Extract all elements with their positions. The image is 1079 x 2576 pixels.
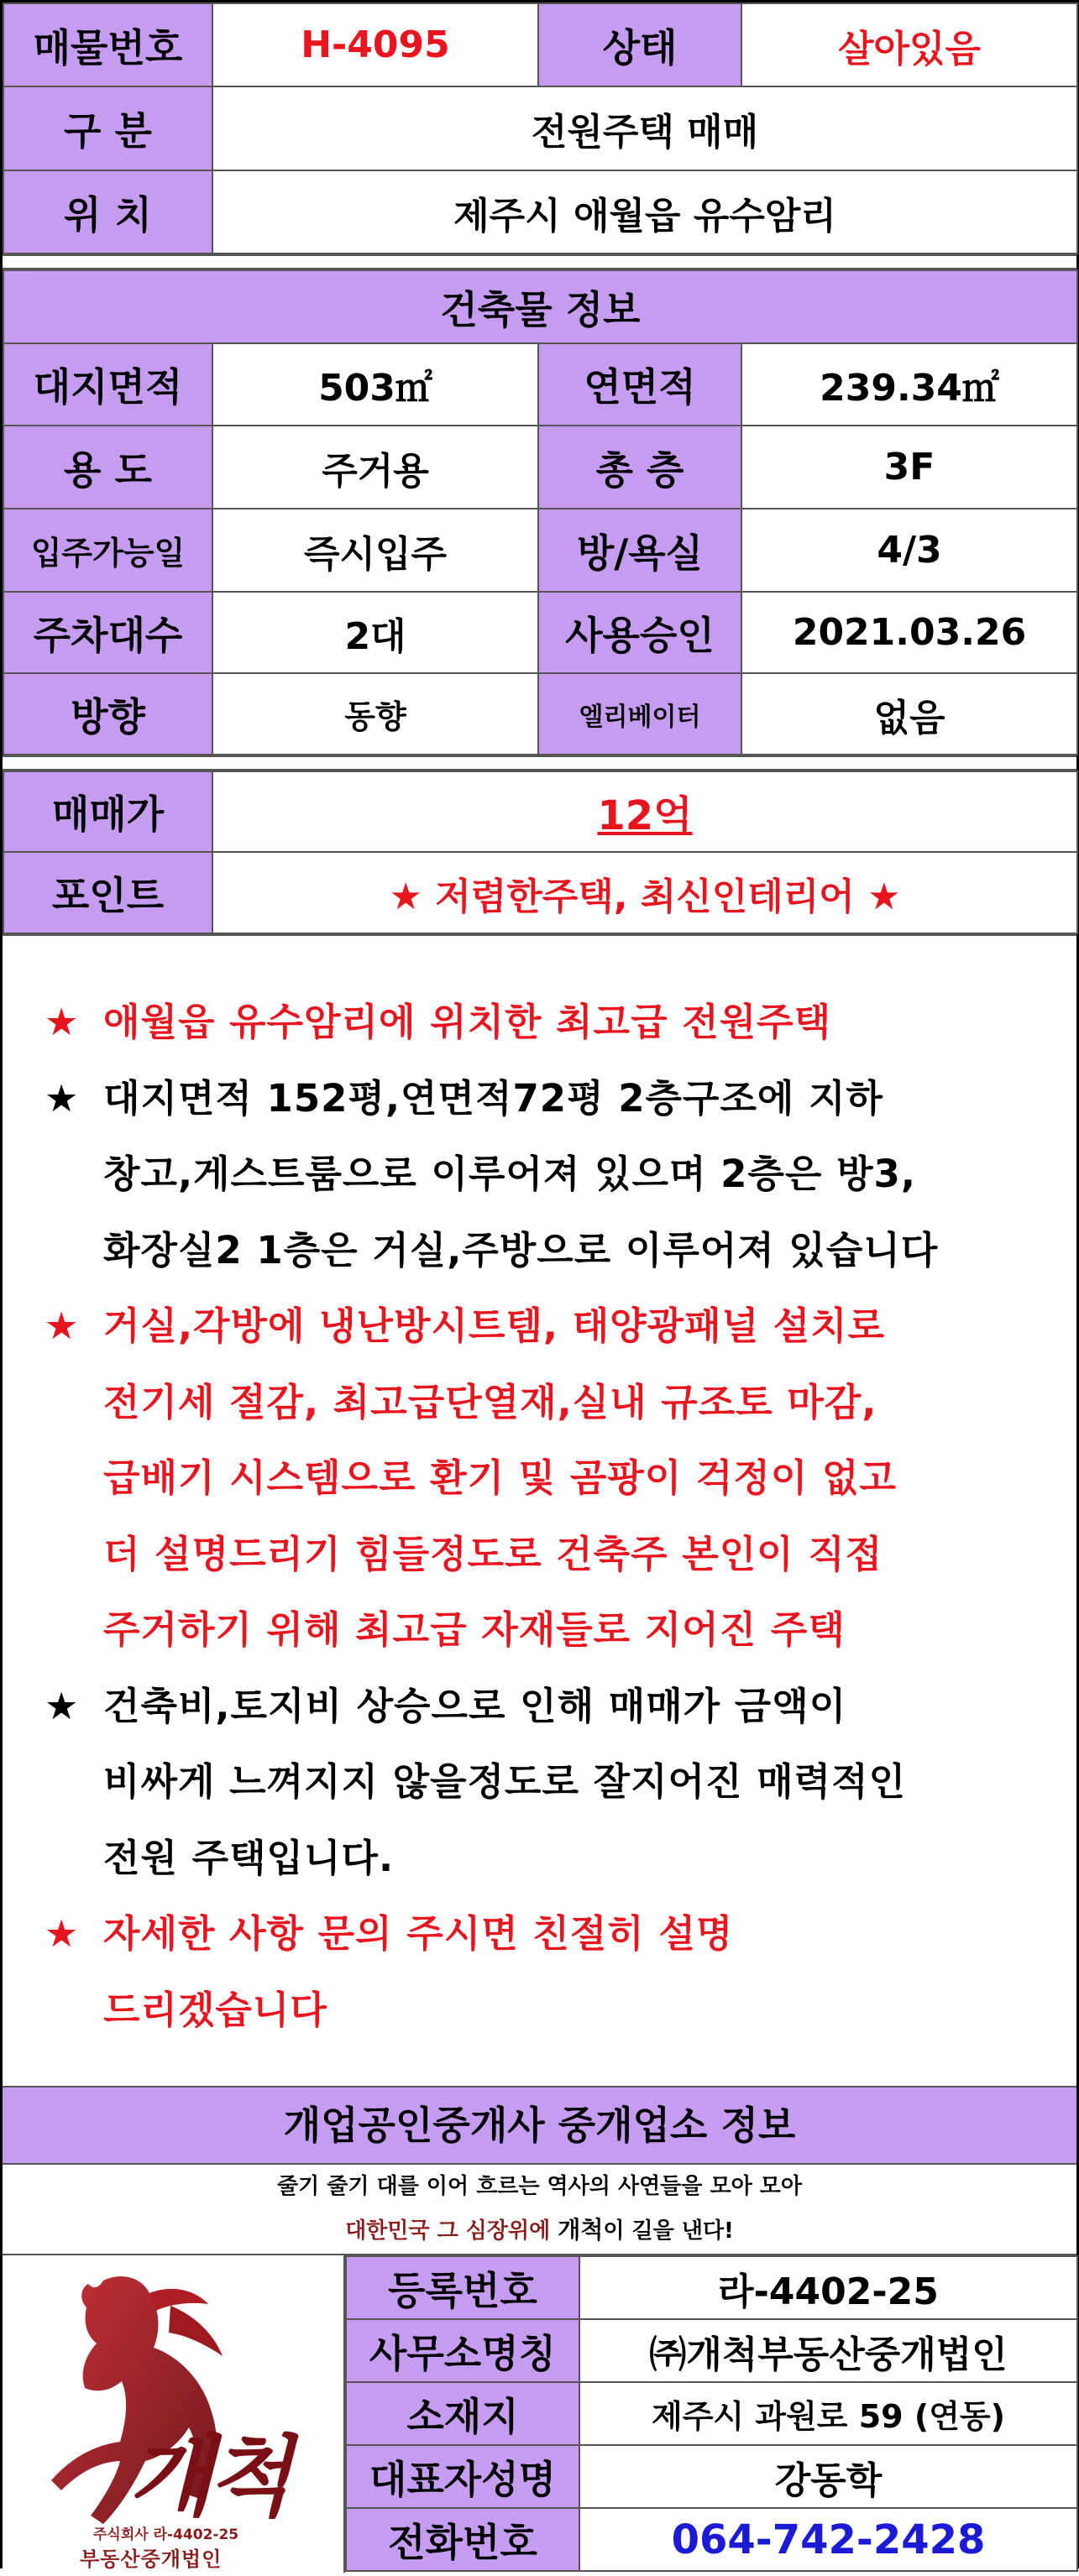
description-line [45, 1000, 832, 1044]
description-text: 화장실2 1층은 거실,주방으로 이루어져 있습니다 [103, 1228, 939, 1272]
description-line [103, 1988, 327, 2032]
category-label: 구 분 [3, 86, 212, 170]
description-text: 드리겠습니다 [103, 1988, 327, 2032]
elevator-label: 엘리베이터 [538, 673, 741, 755]
slogan-prefix: 대한민국 그 심장위에 [345, 2218, 558, 2244]
point-value: ★ 저렴한주택, 최신인테리어 ★ [212, 852, 1077, 933]
location-value: 제주시 애월읍 유수암리 [212, 170, 1077, 253]
price-table [3, 771, 1078, 934]
rep-value: 강동학 [579, 2445, 1077, 2508]
phone-value: 064-742-2428 [579, 2508, 1077, 2571]
description-text: 비싸게 느껴지지 않을정도로 잘지어진 매력적인 [103, 1759, 907, 1804]
rooms-label: 방/욕실 [538, 509, 741, 592]
description-text: 자세한 사항 문의 주시면 친절히 설명 [103, 1911, 734, 1956]
logo-wordmark: 개척 [128, 2425, 287, 2528]
description-line [103, 1455, 897, 1500]
star-icon: ★ [45, 1304, 80, 1348]
description-text: 더 설명드리기 힘들정도로 건축주 본인이 직접 [103, 1532, 883, 1576]
listing-no: H-4095 [212, 3, 538, 86]
description-text: 거실,각방에 냉난방시트템, 태양광패널 설치로 [103, 1304, 886, 1348]
agency-logo [3, 2255, 345, 2573]
description-line [45, 1304, 886, 1348]
star-icon: ★ [45, 1684, 80, 1728]
agency-info-table [345, 2255, 1078, 2572]
reg-label: 등록번호 [346, 2256, 579, 2319]
description-line [103, 1607, 846, 1652]
parking-value: 2대 [212, 592, 538, 673]
building-table [3, 269, 1078, 755]
slogan-brand: 개척 [558, 2216, 604, 2244]
price-value: 12억 [212, 771, 1077, 852]
movein-value: 즉시입주 [212, 509, 538, 592]
category-value: 전원주택 매매 [212, 86, 1077, 170]
land-area-value: 503㎡ [212, 343, 538, 426]
floors-value: 3F [741, 426, 1077, 509]
location-label: 위 치 [3, 170, 212, 253]
elevator-value: 없음 [741, 673, 1077, 755]
description-text: 전기세 절감, 최고급단열재,실내 규조토 마감, [103, 1380, 877, 1424]
description-line [45, 1684, 847, 1728]
description-line [45, 1911, 734, 1956]
spacer [3, 755, 1076, 771]
spacer [3, 254, 1076, 269]
description-line [103, 1759, 907, 1804]
direction-value: 동향 [212, 673, 538, 755]
description-text: 애월읍 유수암리에 위치한 최고급 전원주택 [103, 1000, 832, 1044]
approval-label: 사용승인 [538, 592, 741, 673]
description-line [103, 1228, 939, 1272]
status-value: 살아있음 [741, 3, 1077, 86]
floor-area-label: 연면적 [538, 343, 741, 426]
agency-slogan [3, 2165, 1076, 2255]
floors-label: 총 층 [538, 426, 741, 509]
description-line [103, 1380, 877, 1424]
movein-label: 입주가능일 [3, 509, 212, 592]
description-text: 전원 주택입니다. [103, 1836, 395, 1880]
floor-area-value: 239.34㎡ [741, 343, 1077, 426]
description-text: 창고,게스트룸으로 이루어져 있으며 2층은 방3, [103, 1152, 916, 1196]
description-block [3, 934, 1076, 2087]
description-line [103, 1836, 395, 1880]
address-value: 제주시 과원로 59 (연동) [579, 2382, 1077, 2445]
agency-info [3, 2255, 1076, 2573]
agency-info-table-wrap [345, 2255, 1078, 2573]
rep-label: 대표자성명 [346, 2445, 579, 2508]
land-area-label: 대지면적 [3, 343, 212, 426]
description-text: 대지면적 152평,연면적72평 2층구조에 지하 [103, 1076, 884, 1121]
price-label: 매매가 [3, 771, 212, 852]
description-line [103, 1532, 883, 1576]
point-label: 포인트 [3, 852, 212, 933]
address-label: 소재지 [346, 2382, 579, 2445]
description-text: 급배기 시스템으로 환기 및 곰팡이 걱정이 없고 [103, 1455, 897, 1500]
logo-caption-2: 부동산중개법인 [80, 2547, 223, 2571]
direction-label: 방향 [3, 673, 212, 755]
reg-value: 라-4402-25 [579, 2256, 1077, 2319]
rooms-value: 4/3 [741, 509, 1077, 592]
status-label: 상태 [538, 3, 741, 86]
slogan-line-1: 줄기 줄기 대를 이어 흐르는 역사의 사연들을 모아 모아 [277, 2174, 802, 2199]
agency-title: 개업공인중개사 중개업소 정보 [3, 2087, 1076, 2165]
parking-label: 주차대수 [3, 592, 212, 673]
approval-value: 2021.03.26 [741, 592, 1077, 673]
star-icon: ★ [45, 1000, 80, 1044]
star-icon: ★ [45, 1911, 80, 1956]
use-value: 주거용 [212, 426, 538, 509]
listing-no-label: 매물번호 [3, 3, 212, 86]
star-icon: ★ [45, 1076, 80, 1121]
slogan-line-2 [3, 2208, 1076, 2252]
building-title: 건축물 정보 [3, 270, 1077, 343]
phone-label: 전화번호 [346, 2508, 579, 2571]
office-label: 사무소명칭 [346, 2319, 579, 2382]
office-value: ㈜개척부동산중개법인 [579, 2319, 1077, 2382]
header-table [3, 3, 1078, 254]
use-label: 용 도 [3, 426, 212, 509]
description-text: 건축비,토지비 상승으로 인해 매매가 금액이 [103, 1684, 847, 1728]
logo-caption-1: 주식회사 라-4402-25 [93, 2526, 239, 2543]
slogan-suffix: 이 길을 낸다! [603, 2218, 734, 2244]
description-text: 주거하기 위해 최고급 자재들로 지어진 주택 [103, 1607, 846, 1652]
description-line [103, 1152, 916, 1196]
description-line [45, 1076, 884, 1121]
